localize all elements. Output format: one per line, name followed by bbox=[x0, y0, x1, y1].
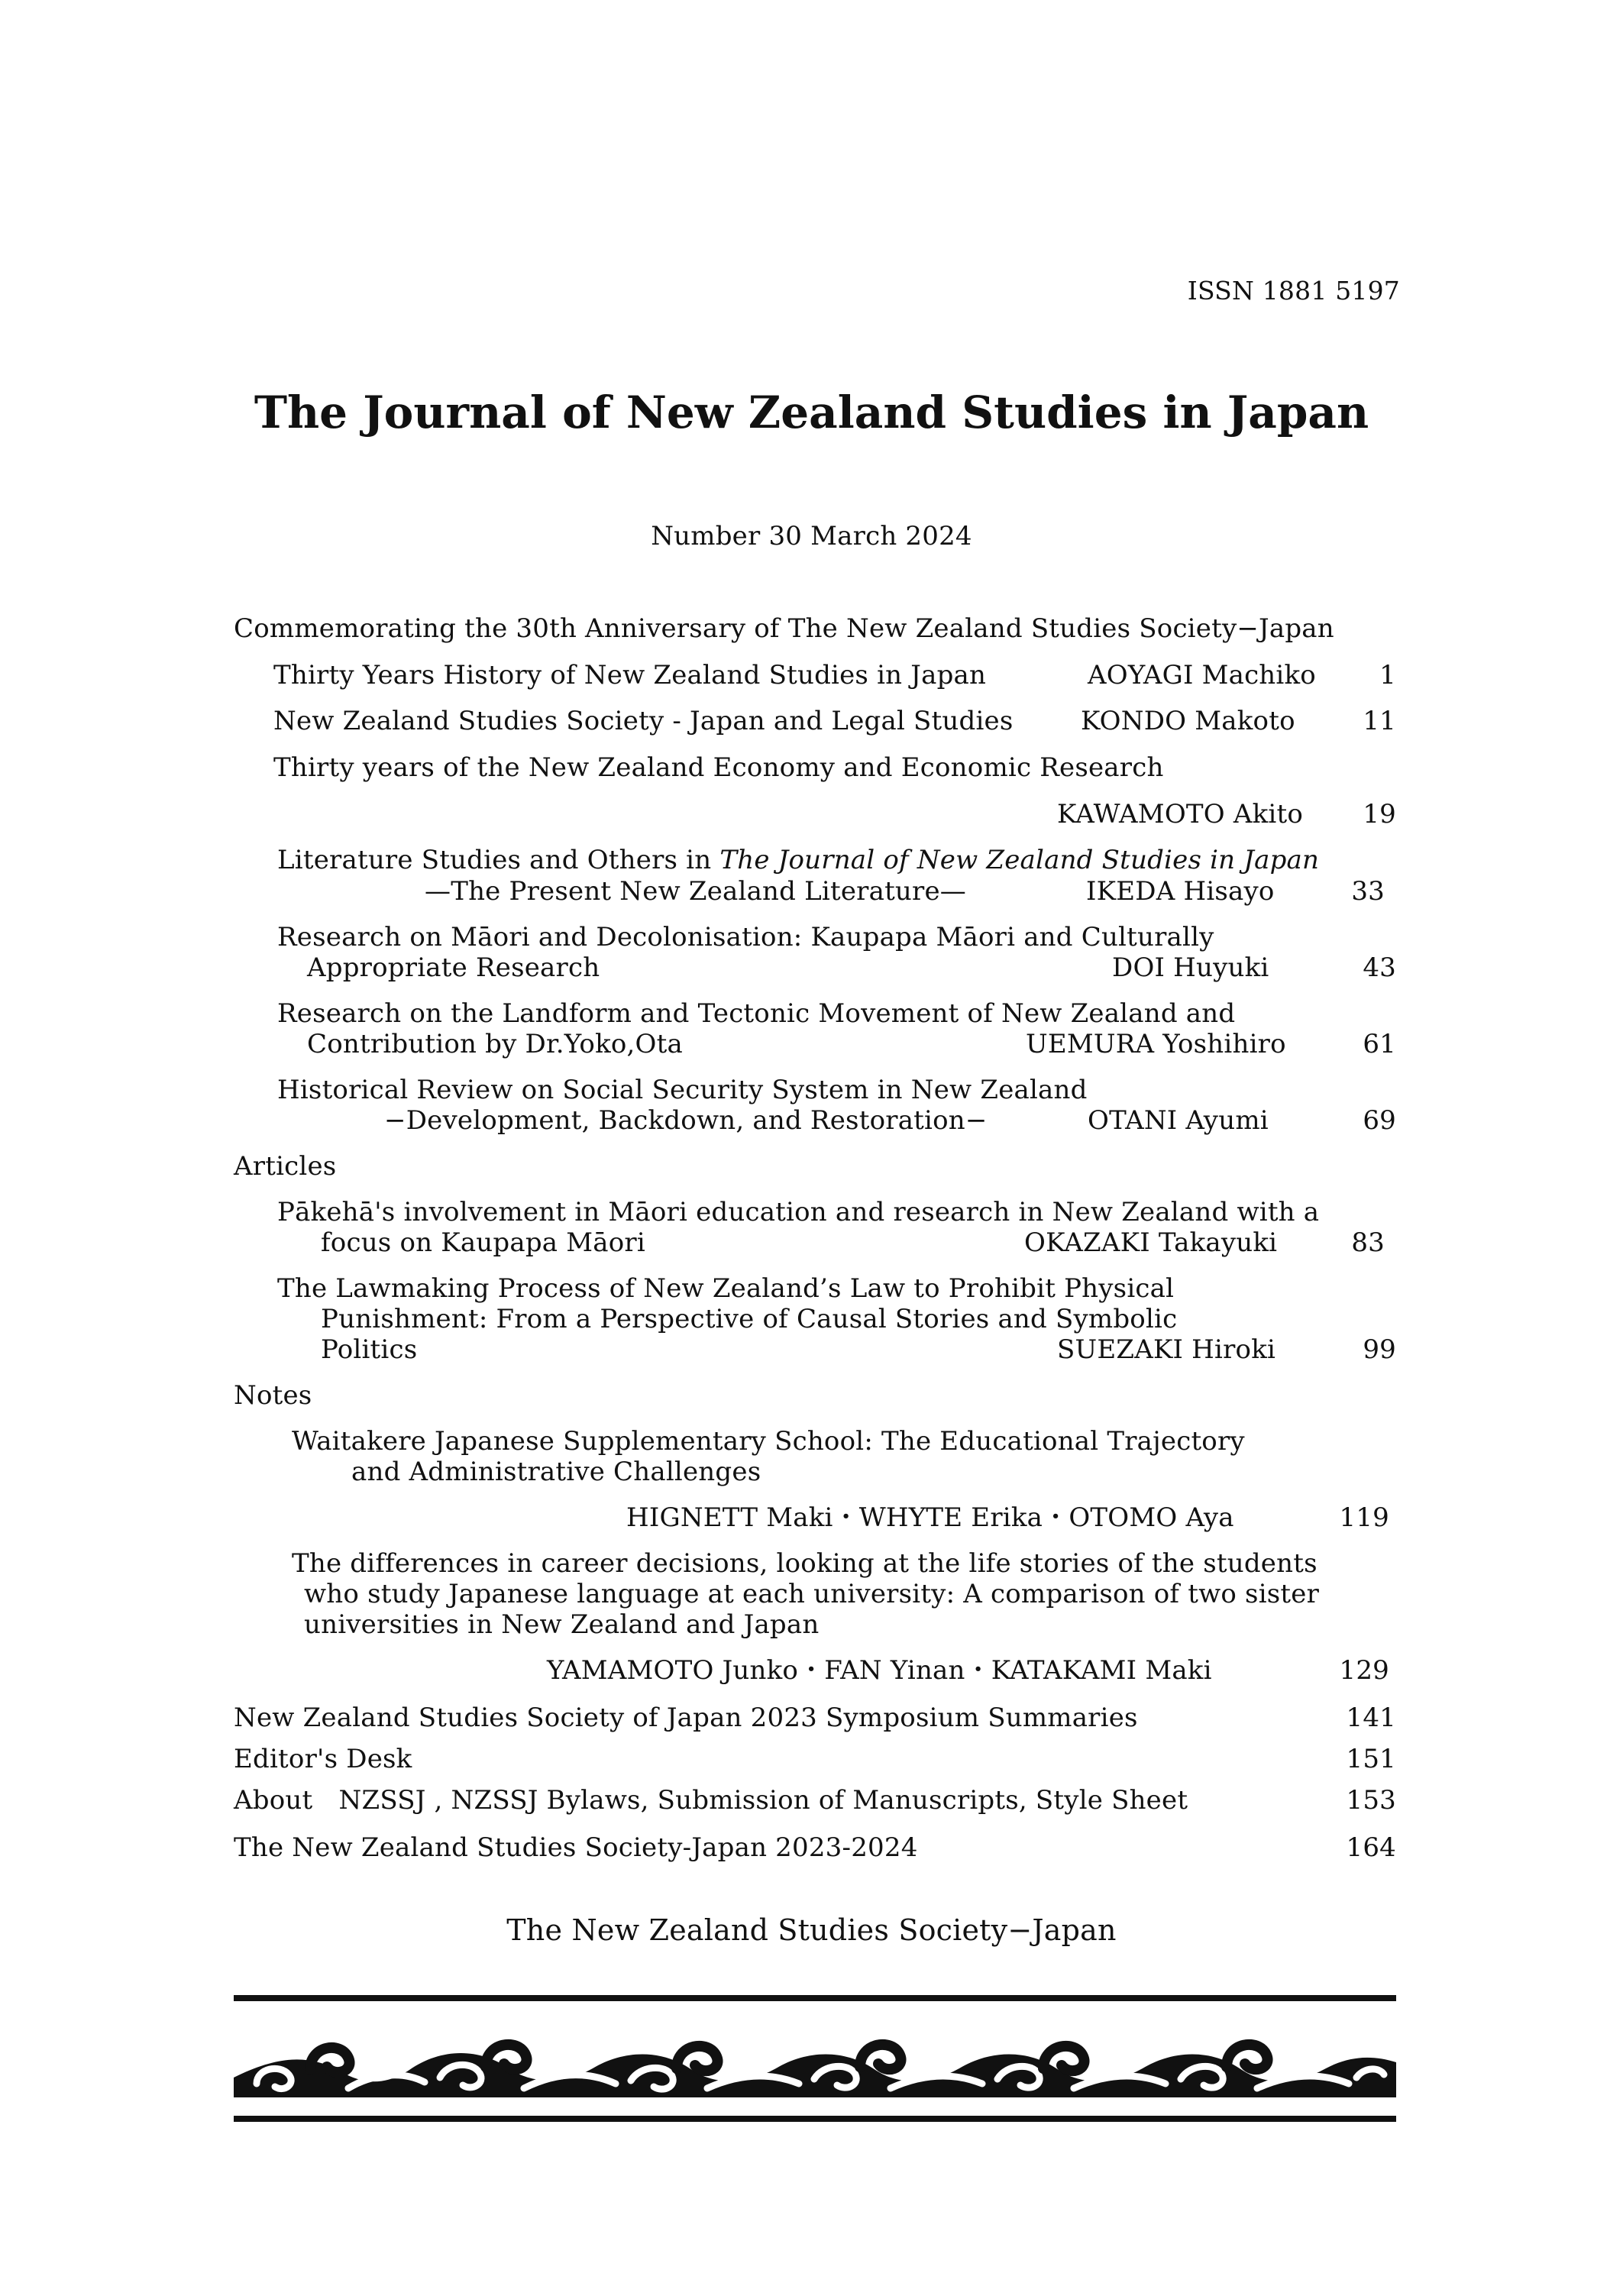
entry-author: SUEZAKI Hiroki bbox=[1057, 1334, 1276, 1365]
entry-page: 129 bbox=[1339, 1655, 1389, 1686]
entry-page: 33 bbox=[1351, 876, 1385, 907]
entry-title-continued: universities in New Zealand and Japan bbox=[304, 1609, 820, 1640]
entry-page: 99 bbox=[1363, 1334, 1396, 1365]
entry-title-continued: Politics bbox=[321, 1334, 418, 1365]
back-matter-title: The New Zealand Studies Society-Japan 2023-2024 bbox=[234, 1832, 918, 1863]
back-matter-page: 164 bbox=[1346, 1832, 1396, 1863]
entry-page: 11 bbox=[1363, 706, 1396, 736]
border-rule-top bbox=[234, 1995, 1396, 2001]
entry-title bbox=[277, 847, 1319, 873]
back-matter-title: Editor's Desk bbox=[234, 1744, 412, 1774]
issn: ISSN 1881 5197 bbox=[1187, 276, 1400, 306]
entry-author: YAMAMOTO Junko・FAN Yinan・KATAKAMI Maki bbox=[547, 1655, 1212, 1686]
entry-author: IKEDA Hisayo bbox=[1086, 876, 1275, 907]
entry-title: The Lawmaking Process of New Zealand’s Law to Prohibit Physical bbox=[277, 1273, 1175, 1304]
section-notes: Notes bbox=[234, 1380, 312, 1411]
entry-title-italic: The Journal of New Zealand Studies in Japan bbox=[719, 845, 1320, 875]
section-commemorating: Commemorating the 30th Anniversary of The New Zealand Studies Society−Japan bbox=[234, 613, 1334, 644]
entry-author: OTANI Ayumi bbox=[1088, 1105, 1269, 1136]
entry-title: Thirty years of the New Zealand Economy and Economic Research bbox=[273, 752, 1164, 783]
entry-title: Waitakere Japanese Supplementary School: The Educational Trajectory bbox=[292, 1426, 1245, 1457]
back-matter-page: 141 bbox=[1346, 1703, 1396, 1733]
section-articles: Articles bbox=[234, 1151, 337, 1182]
entry-page: 69 bbox=[1363, 1105, 1396, 1136]
entry-title-continued: who study Japanese language at each university: A comparison of two sister bbox=[304, 1579, 1320, 1609]
entry-title-continued: Appropriate Research bbox=[307, 952, 600, 983]
entry-subtitle: —The Present New Zealand Literature— bbox=[425, 876, 966, 907]
entry-author: HIGNETT Maki・WHYTE Erika・OTOMO Aya bbox=[626, 1502, 1234, 1533]
entry-author: KAWAMOTO Akito bbox=[1057, 799, 1304, 829]
journal-title: The Journal of New Zealand Studies in Japan bbox=[254, 386, 1369, 438]
back-matter-title: New Zealand Studies Society of Japan 2023 Symposium Summaries bbox=[234, 1703, 1138, 1733]
entry-title-continued: and Administrative Challenges bbox=[351, 1457, 761, 1487]
entry-title-continued: Punishment: From a Perspective of Causal Stories and Symbolic bbox=[321, 1304, 1178, 1334]
entry-subtitle: −Development, Backdown, and Restoration− bbox=[384, 1105, 988, 1136]
border-rule-bottom bbox=[234, 2116, 1396, 2122]
entry-title: Pākehā's involvement in Māori education and research in New Zealand with a bbox=[277, 1197, 1320, 1227]
entry-title: Thirty Years History of New Zealand Studies in Japan bbox=[273, 660, 987, 690]
back-matter-page: 151 bbox=[1346, 1744, 1396, 1774]
entry-title: The differences in career decisions, looking at the life stories of the students bbox=[292, 1548, 1317, 1579]
entry-page: 1 bbox=[1379, 660, 1396, 690]
entry-title-continued: Contribution by Dr.Yoko,Ota bbox=[307, 1029, 683, 1059]
publisher-name: The New Zealand Studies Society−Japan bbox=[506, 1913, 1117, 1947]
entry-page: 43 bbox=[1363, 952, 1396, 983]
entry-page: 119 bbox=[1339, 1502, 1389, 1533]
back-matter-title: About NZSSJ , NZSSJ Bylaws, Submission of Manuscripts, Style Sheet bbox=[234, 1785, 1188, 1816]
entry-title: Historical Review on Social Security System in New Zealand bbox=[277, 1075, 1088, 1105]
entry-author: DOI Huyuki bbox=[1112, 952, 1269, 983]
entry-page: 19 bbox=[1363, 799, 1396, 829]
entry-author: KONDO Makoto bbox=[1081, 706, 1295, 736]
maori-kowhaiwhai-border-icon bbox=[234, 2024, 1396, 2108]
entry-title: New Zealand Studies Society - Japan and Legal Studies bbox=[273, 706, 1014, 736]
entry-page: 61 bbox=[1363, 1029, 1396, 1059]
back-matter-page: 153 bbox=[1346, 1785, 1396, 1816]
entry-title: Research on Māori and Decolonisation: Kaupapa Māori and Culturally bbox=[277, 922, 1214, 952]
entry-author: UEMURA Yoshihiro bbox=[1026, 1029, 1286, 1059]
entry-title-prefix: Literature Studies and Others in bbox=[277, 845, 720, 875]
issue-number-date: Number 30 March 2024 bbox=[651, 521, 972, 551]
entry-author: AOYAGI Machiko bbox=[1088, 660, 1316, 690]
entry-title-continued: focus on Kaupapa Māori bbox=[321, 1227, 645, 1258]
entry-author: OKAZAKI Takayuki bbox=[1024, 1227, 1278, 1258]
entry-title: Research on the Landform and Tectonic Movement of New Zealand and bbox=[277, 998, 1236, 1029]
entry-page: 83 bbox=[1351, 1227, 1385, 1258]
